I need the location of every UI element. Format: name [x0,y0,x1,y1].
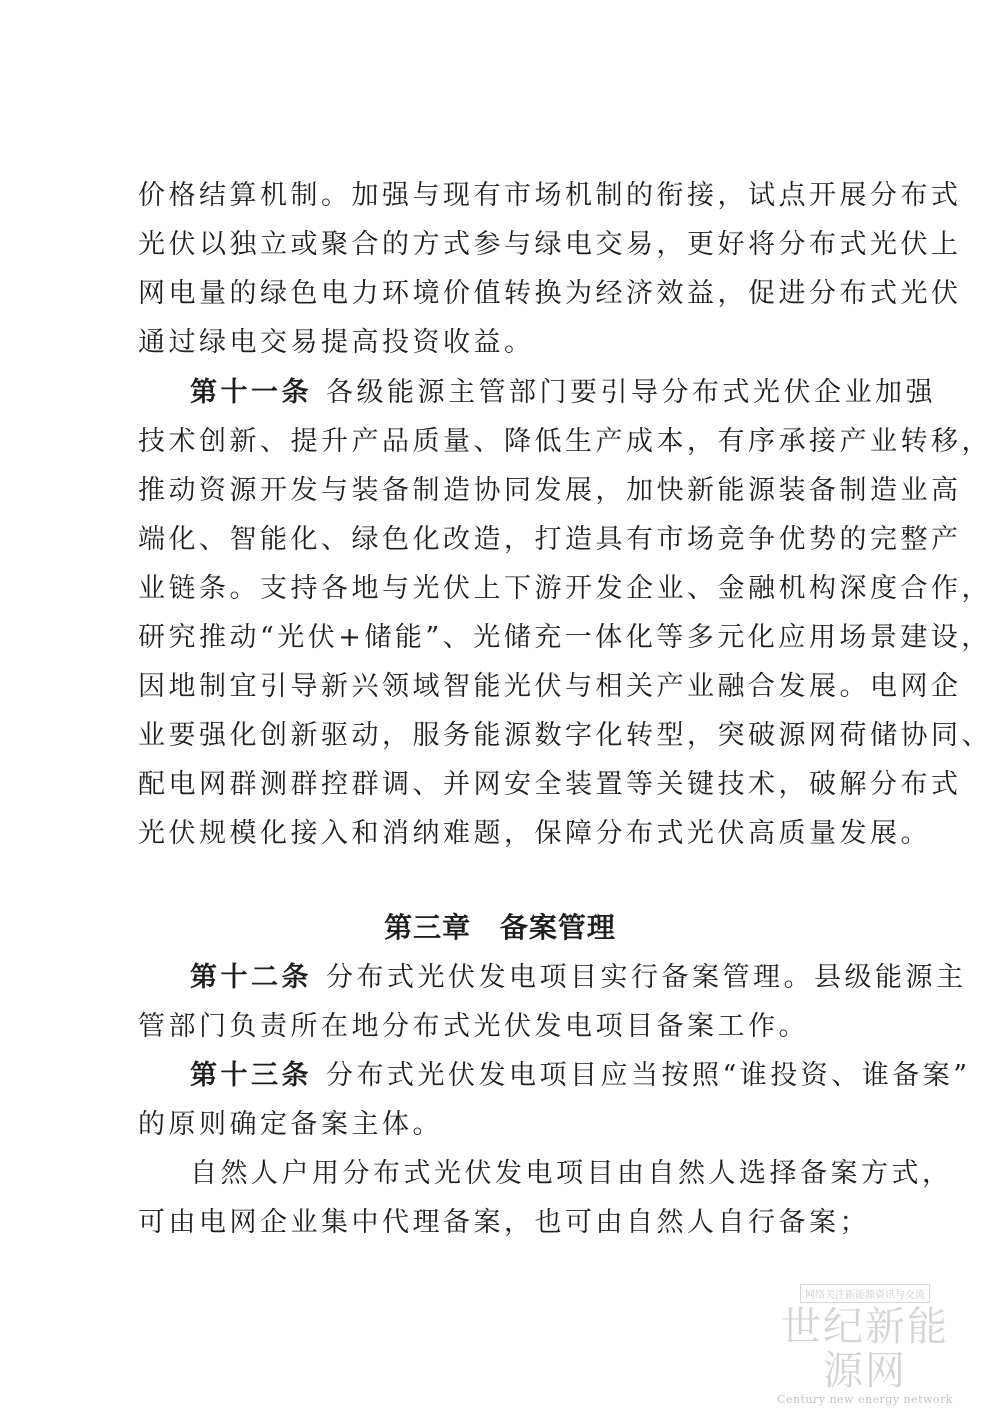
text-line: 可由电网企业集中代理备案，也可由自然人自行备案； [138,1207,870,1238]
text-line: 配电网群测群控群调、并网安全装置等关键技术，破解分布式 [138,769,962,800]
article-13-text: 分布式光伏发电项目应当按照“谁投资、谁备案” [326,1060,971,1091]
watermark-english: Century new energy network [776,1393,954,1406]
article-13-label: 第十三条 [190,1060,312,1091]
watermark-name: 世纪新能源网 [781,1304,949,1394]
text-line: 网电量的绿色电力环境价值转换为经济效益，促进分布式光伏 [138,278,962,309]
text-line: 推动资源开发与装备制造协同发展，加快新能源装备制造业高 [138,475,962,506]
text-line: 研究推动“光伏+储能”、光储充一体化等多元化应用场景建设， [138,622,992,653]
article-11-first-line [190,378,936,408]
text-line: 光伏以独立或聚合的方式参与绿电交易，更好将分布式光伏上 [138,229,962,260]
text-line: 的原则确定备案主体。 [138,1109,443,1140]
text-line: 管部门负责所在地分布式光伏发电项目备案工作。 [138,1011,809,1042]
text-line: 技术创新、提升产品质量、降低生产成本，有序承接产业转移， [138,426,992,457]
text-line: 端化、智能化、绿色化改造，打造具有市场竞争优势的完整产 [138,524,962,555]
text-line: 自然人户用分布式光伏发电项目由自然人选择备案方式， [190,1158,953,1189]
article-11-label: 第十一条 [190,377,312,408]
article-13-first-line [190,1061,971,1091]
watermark-tagline: 网络关注新能源资讯与交流 [800,1284,930,1303]
chapter-heading: 第三章 备案管理 [384,911,616,944]
article-12-label: 第十二条 [190,962,312,993]
text-line: 业链条。支持各地与光伏上下游开发企业、金融机构深度合作， [138,573,992,604]
article-12-text: 分布式光伏发电项目实行备案管理。县级能源主 [326,962,967,993]
article-12-first-line [190,963,967,993]
text-line: 光伏规模化接入和消纳难题，保障分布式光伏高质量发展。 [138,818,931,849]
text-line: 通过绿电交易提高投资收益。 [138,327,535,358]
text-line: 因地制宜引导新兴领域智能光伏与相关产业融合发展。电网企 [138,671,962,702]
article-11-text: 各级能源主管部门要引导分布式光伏企业加强 [326,377,936,408]
text-line: 价格结算机制。加强与现有市场机制的衔接，试点开展分布式 [138,180,962,211]
text-line: 业要强化创新驱动，服务能源数字化转型，突破源网荷储协同、 [138,720,992,751]
watermark-logo [770,1283,960,1406]
